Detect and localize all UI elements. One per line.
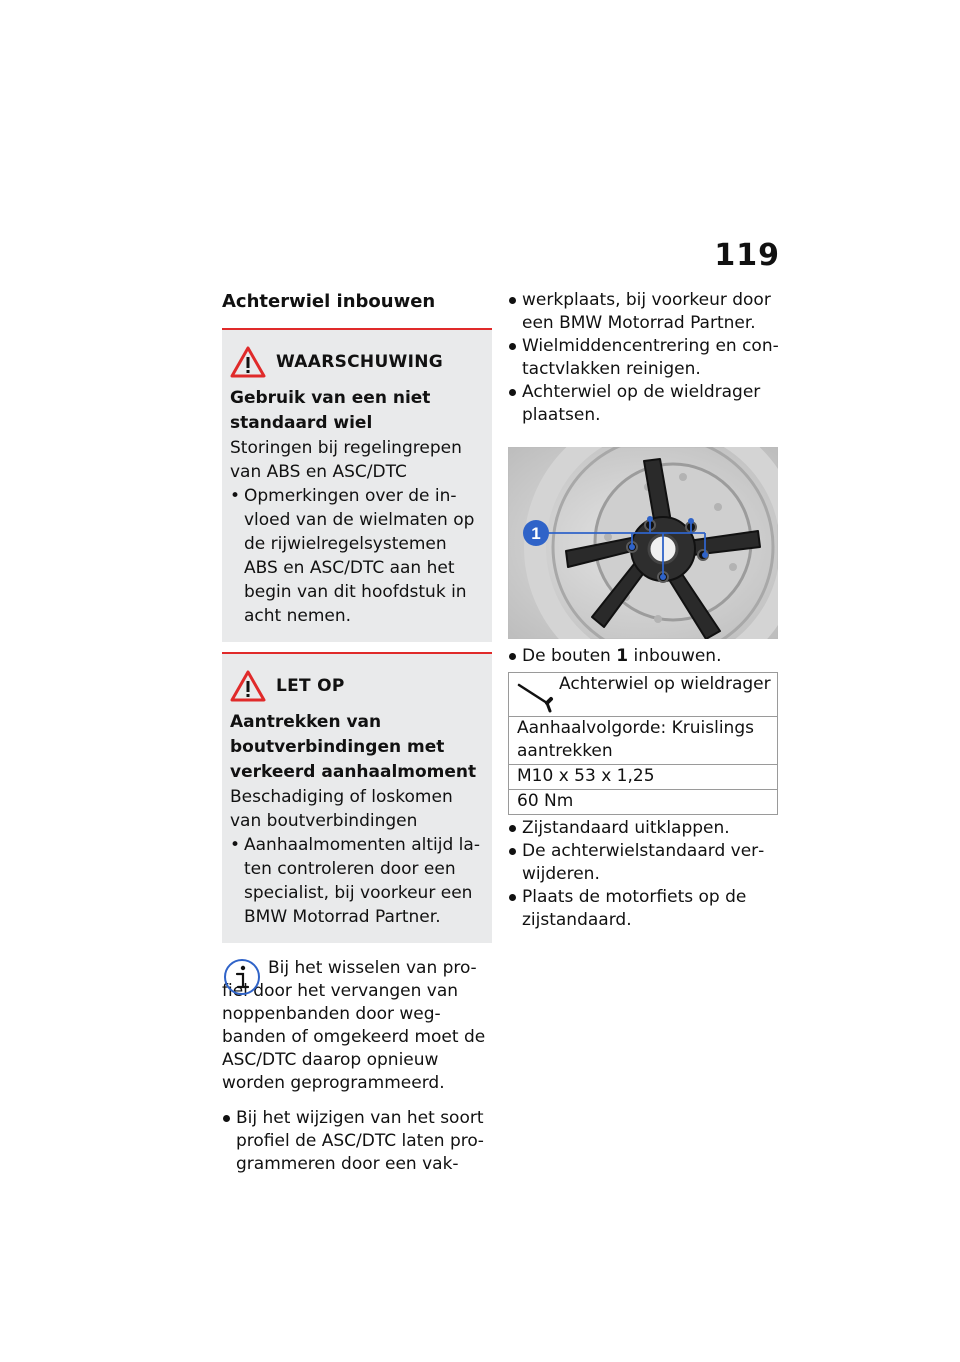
section-title: Achterwiel inbouwen: [222, 291, 436, 312]
step-item: Zijstandaard uitklappen.: [508, 817, 780, 840]
step-item: Plaats de motorfiets op de zijstandaard.: [508, 886, 780, 932]
info-text: Bij het wisselen van profiel door het vervangen van noppenbanden door wegbanden of omgekeerd moet de ASC/DTC daarop opnieuw worden geprogrammeerd.: [222, 958, 486, 1093]
caution-text: Beschadiging of loskomen van boutverbindingen: [230, 787, 453, 831]
spec-order: Aanhaalvolgorde: Kruislings aantrekken: [509, 717, 778, 765]
caution-triangle-icon: [230, 670, 266, 702]
caution-label: LET OP: [276, 676, 345, 696]
step-item: Bij het wijzigen van het soort profiel de ASC/DTC laten programmeren door een vak-: [222, 1107, 492, 1176]
wheel-photo: [508, 447, 778, 639]
warning-box: [222, 328, 492, 642]
warning-label: WAARSCHUWING: [276, 352, 444, 372]
warning-text: Storingen bij regelingrepen van ABS en ASC/DTC: [230, 438, 462, 482]
torque-spec-table: [508, 672, 778, 815]
spec-title: Achterwiel op wieldrager: [559, 674, 771, 694]
step-bolts-ref: 1: [616, 646, 629, 666]
spec-size: M10 x 53 x 1,25: [509, 765, 778, 790]
right-column: [508, 290, 780, 932]
step-item: Achterwiel op de wieldrager plaatsen.: [508, 381, 780, 427]
page-number: 119: [714, 238, 780, 273]
caution-box: [222, 652, 492, 943]
info-icon: [222, 957, 262, 997]
step-bolts-suffix: inbouwen.: [633, 646, 722, 666]
step-bolts: [508, 645, 780, 668]
warning-subtitle: Gebruik van een niet standaard wiel: [230, 388, 431, 433]
step-item: De achterwielstandaard verwijderen.: [508, 840, 780, 886]
warning-triangle-icon: [230, 346, 266, 378]
warning-bullet: • Opmerkingen over de invloed van de wielmaten op de rijwielregelsystemen ABS en ASC/DTC aan het begin van dit hoofdstuk in acht nemen.: [230, 484, 484, 628]
spec-torque: 60 Nm: [509, 790, 778, 815]
left-column: [222, 290, 492, 1176]
caution-subtitle: Aantrekken van boutverbindingen met verkeerd aanhaalmoment: [230, 712, 477, 782]
step-item: werkplaats, bij voorkeur door een BMW Motorrad Partner.: [508, 289, 780, 335]
callout-label: 1: [531, 524, 541, 543]
step-item: Wielmiddencentrering en contactvlakken reinigen.: [508, 335, 780, 381]
info-note: [222, 957, 492, 1095]
torque-wrench-icon: [513, 673, 557, 715]
step-bolts-prefix: De bouten: [522, 646, 611, 666]
caution-bullet: • Aanhaalmomenten altijd laten controleren door een specialist, bij voorkeur een BMW Motorrad Partner.: [230, 833, 484, 929]
